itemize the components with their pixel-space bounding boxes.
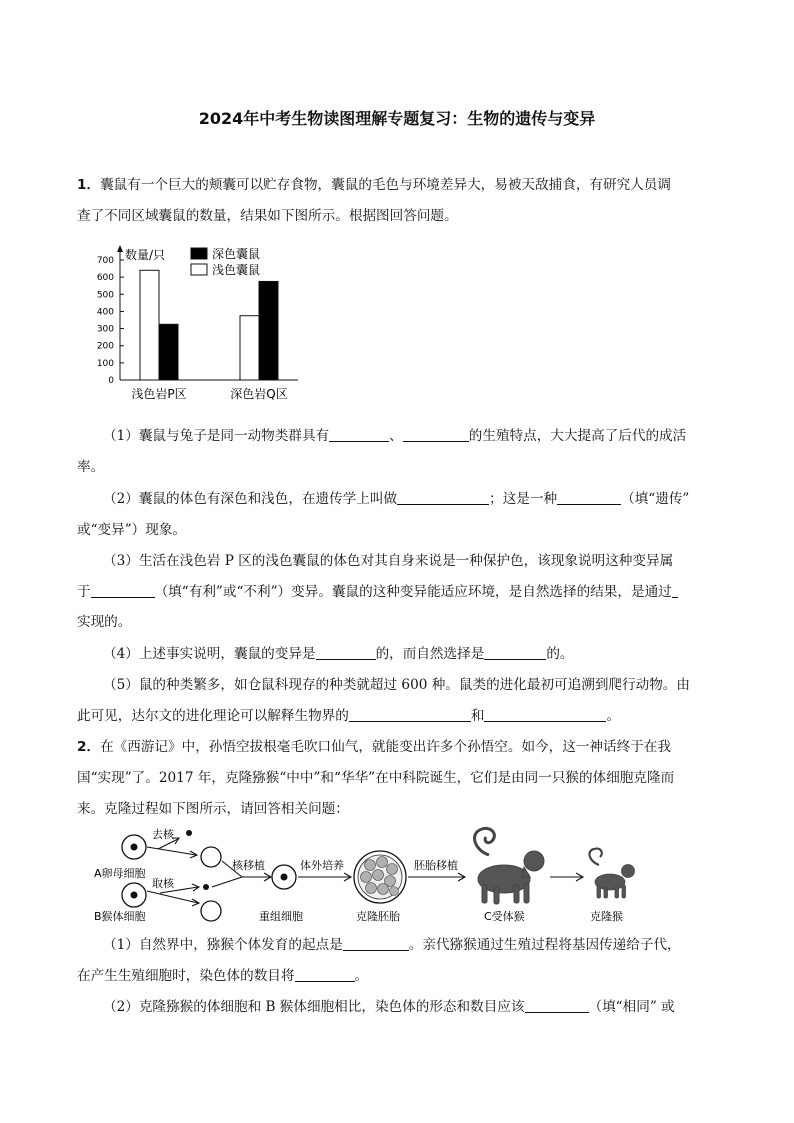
legend-label-light: 浅色囊鼠 xyxy=(212,263,261,277)
q1-part1-cont: 率。 xyxy=(77,459,105,475)
q1-stem-line1: 囊鼠有一个巨大的颊囊可以贮存食物，囊鼠的毛色与环境差异大，易被天敌捕食，有研究人员调 xyxy=(100,177,671,193)
answer-blank[interactable] xyxy=(343,936,409,951)
q2-part1-cont xyxy=(77,961,722,992)
q1-p4-text-b: 的，而自然选择是 xyxy=(375,646,485,662)
answer-blank[interactable] xyxy=(349,707,471,722)
egg-cell xyxy=(122,835,146,859)
answer-blank[interactable] xyxy=(397,490,489,505)
q2-p1-text-c: 在产生生殖细胞时，染色体的数目将 xyxy=(77,968,295,984)
q1-p3-text-c: （填“有利”或“不利”）变异。囊鼠的这种变异能适应环境，是自然选择的结果，是通过 xyxy=(154,584,672,600)
label-surrogate-monkey: C受体猴 xyxy=(484,910,525,923)
monkey-icon xyxy=(475,828,544,904)
answer-blank[interactable] xyxy=(525,998,589,1013)
answer-blank[interactable] xyxy=(672,583,678,598)
remaining-body-cell xyxy=(201,901,221,921)
q1-part3-end: 实现的。 xyxy=(77,614,132,630)
label-egg-cell: A卵母细胞 xyxy=(94,867,146,880)
legend-swatch-light xyxy=(191,264,207,275)
bar-dark-0 xyxy=(159,324,178,380)
q2-p1-text-a: （1）自然界中，猕猴个体发育的起点是 xyxy=(103,937,343,953)
arrow-enucleate xyxy=(147,838,197,858)
step-take-nucleus: 取核 xyxy=(152,877,174,890)
y-axis-label: 数量/只 xyxy=(125,248,166,262)
step-nuclear-transfer: 核移植 xyxy=(232,859,265,872)
y-axis xyxy=(117,245,123,380)
y-tick-label: 700 xyxy=(96,256,114,266)
step-remove-nucleus: 去核 xyxy=(152,828,174,841)
body-cell xyxy=(122,883,146,907)
q1-part2 xyxy=(77,484,722,515)
q2-p1-text-d: 。 xyxy=(354,968,369,984)
y-tick-label: 300 xyxy=(96,324,114,335)
q2-part1 xyxy=(77,930,722,961)
q1-part3-cont xyxy=(77,577,722,608)
q1-stem-2: 查了不同区域囊鼠的数量，结果如下图所示。根据图回答问题。 xyxy=(77,208,458,224)
q1-p1-text-b: 、 xyxy=(389,428,403,444)
bar-dark-1 xyxy=(259,281,278,380)
y-tick-label: 600 xyxy=(96,273,114,284)
q2-stem xyxy=(77,732,722,763)
step-embryo-transfer: 胚胎移植 xyxy=(414,859,458,872)
q2-number: 2． xyxy=(77,739,101,755)
legend-label-dark: 深色囊鼠 xyxy=(212,247,261,261)
q2-stem-line1: 在《西游记》中，孙悟空拔根毫毛吹口仙气，就能变出许多个孙悟空。如今，这一神话终于在我 xyxy=(100,739,671,755)
q1-stem xyxy=(77,170,722,201)
q1-p2-text-b: ；这是一种 xyxy=(489,491,558,507)
label-body-cell: B猴体细胞 xyxy=(94,910,146,923)
chart-legend xyxy=(191,246,260,277)
label-recombined-cell: 重组细胞 xyxy=(259,910,303,923)
q1-part1 xyxy=(77,421,722,452)
q1-part4 xyxy=(77,639,722,670)
q1-p1-text-a: （1）囊鼠与兔子是同一动物类群具有 xyxy=(103,428,330,444)
q1-part3: （3）生活在浅色岩 P 区的浅色囊鼠的体色对其自身来说是一种保护色，该现象说明这种变异属 xyxy=(103,553,674,569)
x-category-label: 深色岩Q区 xyxy=(230,387,288,401)
answer-blank[interactable] xyxy=(316,645,376,660)
answer-blank[interactable] xyxy=(557,490,621,505)
arrow-embryo-transfer xyxy=(408,873,465,881)
q1-p1-text-c: 的生殖特点，大大提高了后代的成活 xyxy=(468,428,687,444)
label-cloned-monkey: 克隆猴 xyxy=(590,910,623,923)
y-tick-label: 500 xyxy=(96,290,114,301)
q2-p1-text-b: 。亲代猕猴通过生殖过程将基因传递给子代， xyxy=(408,937,681,953)
page-title: 2024年中考生物读图理解专题复习：生物的遗传与变异 xyxy=(198,109,596,128)
label-cloned-embryo: 克隆胚胎 xyxy=(356,910,400,923)
q1-p3-text-b: 于 xyxy=(77,584,91,600)
q1-part2-cont: 或“变异”）现象。 xyxy=(77,522,187,538)
q1-p4-text-a: （4）上述事实说明，囊鼠的变异是 xyxy=(103,646,316,662)
q1-p4-text-c: 的。 xyxy=(546,646,574,662)
q1-number: 1． xyxy=(77,177,101,193)
y-tick-label: 100 xyxy=(96,358,114,369)
cloning-diagram xyxy=(94,825,654,925)
q2-p2-text-a: （2）克隆猕猴的体细胞和 B 猴体细胞相比，染色体的形态和数目应该 xyxy=(103,999,525,1015)
arrow-birth xyxy=(550,873,583,881)
answer-blank[interactable] xyxy=(403,427,469,442)
y-tick-label: 0 xyxy=(108,376,114,386)
answer-blank[interactable] xyxy=(295,967,355,982)
x-category-label: 浅色岩P区 xyxy=(131,387,187,401)
recombined-cell xyxy=(272,865,296,889)
q1-p5-text-c: 和 xyxy=(470,708,485,724)
q2-stem-3: 来。克隆过程如下图所示，请回答相关问题： xyxy=(77,801,349,817)
bar-light-0 xyxy=(140,270,159,380)
removed-nucleus xyxy=(186,830,192,836)
bar-chart xyxy=(88,240,303,406)
y-tick-label: 200 xyxy=(96,341,114,352)
cloned-embryo xyxy=(354,851,406,903)
q1-p5-text-d: 。 xyxy=(606,708,621,724)
arrow-culture xyxy=(298,873,351,881)
q1-p5-text-b: 此可见，达尔文的进化理论可以解释生物界的 xyxy=(77,708,349,724)
q1-part5: （5）鼠的种类繁多，如仓鼠科现存的种类就超过 600 种。鼠类的进化最初可追溯到爬行动物。由 xyxy=(103,677,690,693)
answer-blank[interactable] xyxy=(329,427,389,442)
q1-part5-cont xyxy=(77,701,722,732)
answer-blank[interactable] xyxy=(484,645,546,660)
answer-blank[interactable] xyxy=(91,583,155,598)
q1-p2-text-c: （填“遗传” xyxy=(621,491,690,507)
monkey-icon xyxy=(589,849,634,898)
bar-light-1 xyxy=(240,316,259,380)
taken-nucleus xyxy=(203,884,209,890)
q2-p2-text-b: （填“相同” 或 xyxy=(588,999,675,1015)
answer-blank[interactable] xyxy=(484,707,606,722)
q2-stem-2: 国“实现”了。2017 年，克隆猕猴“中中”和“华华”在中科院诞生，它们是由同一只猴的体细胞克隆而 xyxy=(77,770,675,786)
q1-p2-text-a: （2）囊鼠的体色有深色和浅色，在遗传学上叫做 xyxy=(103,491,398,507)
q2-part2 xyxy=(77,992,722,1023)
enucleated-egg xyxy=(201,847,221,867)
step-culture: 体外培养 xyxy=(300,859,344,872)
legend-swatch-dark xyxy=(191,248,207,259)
y-tick-label: 400 xyxy=(96,307,114,318)
